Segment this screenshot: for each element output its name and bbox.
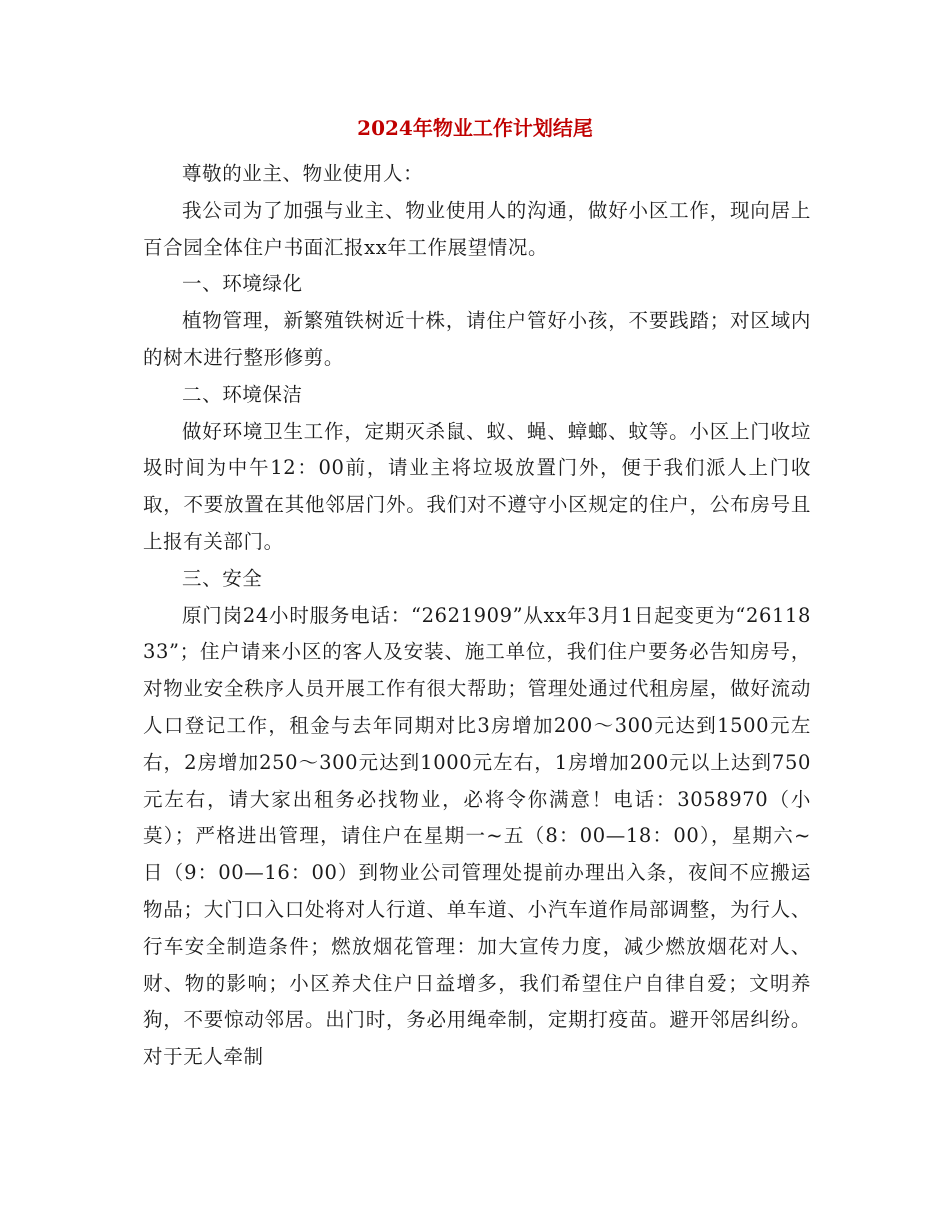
safety-paragraph: 原门岗24小时服务电话：“2621909”从xx年3月1日起变更为“2611833”；住户请来小区的客人及安装、施工单位，我们住户要务必告知房号，对物业安全秩序人员开展工作有很大帮助；管理处通过代租房屋，做好流动人口登记工作，租金与去年同期对比3房增加200～300元达到1500元左右，2房增加250～300元达到1000元左右，1房增加200元以上达到750元左右，请大家出租务必找物业，必将令你满意！电话：3058970（小莫）；严格进出管理，请住户在星期一~五（8：00—18：00），星期六~日（9：00—16：00）到物业公司管理处提前办理出入条，夜间不应搬运物品；大门口入口处将对人行道、单车道、小汽车道作局部调整，为行人、行车安全制造条件；燃放烟花管理：加大宣传力度，减少燃放烟花对人、财、物的影响；小区养犬住户日益增多，我们希望住户自律自爱；文明养狗，不要惊动邻居。出门时，务必用绳牵制，定期打疫苗。避开邻居纠纷。对于无人牵制 <box>143 603 811 1069</box>
section-heading-greening: 一、环境绿化 <box>182 272 303 296</box>
greening-paragraph: 植物管理，新繁殖铁树近十株，请住户管好小孩，不要践踏；对区域内的树木进行整形修剪。 <box>143 309 811 369</box>
section-heading-cleaning: 二、环境保洁 <box>182 382 303 406</box>
document-body <box>143 156 811 1076</box>
intro-paragraph: 我公司为了加强与业主、物业使用人的沟通，做好小区工作，现向居上百合园全体住户书面汇报xx年工作展望情况。 <box>143 198 811 259</box>
document-title: 2024年物业工作计划结尾 <box>357 116 593 140</box>
section-heading-safety: 三、安全 <box>182 566 263 590</box>
salutation: 尊敬的业主、物业使用人： <box>182 162 424 185</box>
cleaning-paragraph: 做好环境卫生工作，定期灭杀鼠、蚁、蝇、蟑螂、蚊等。小区上门收垃圾时间为中午12：00前，请业主将垃圾放置门外，便于我们派人上门收取，不要放置在其他邻居门外。我们对不遵守小区规定的住户，公布房号且上报有关部门。 <box>143 419 811 553</box>
